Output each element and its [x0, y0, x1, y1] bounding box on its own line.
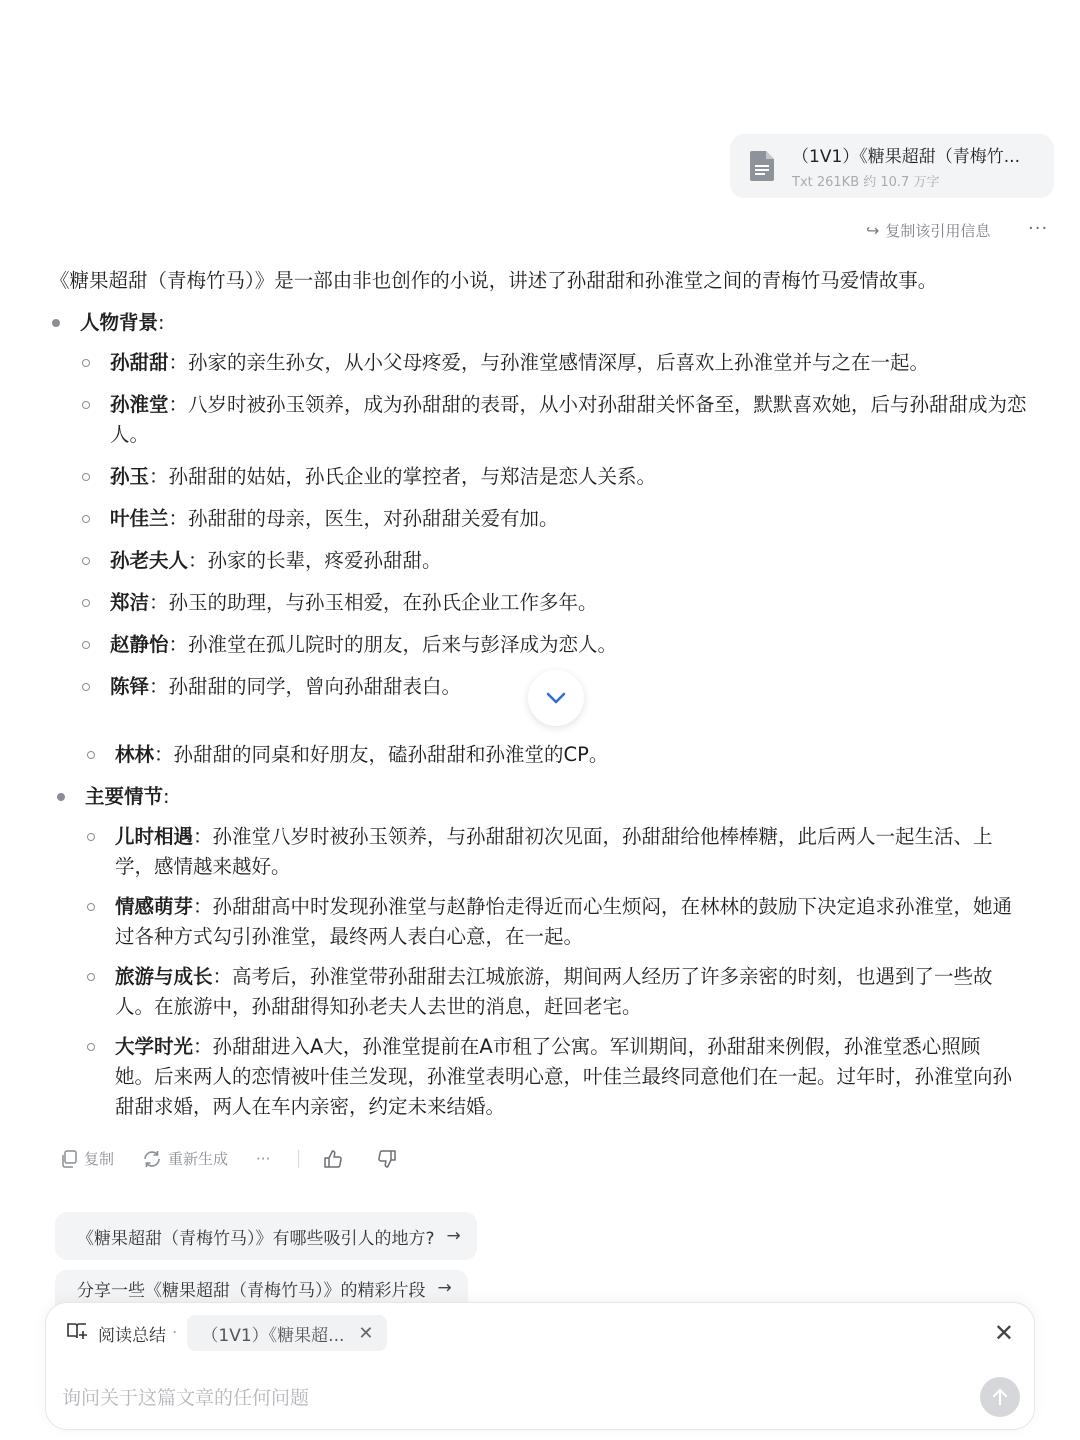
- bullet-ring-icon: [82, 401, 90, 409]
- thumbs-down-button[interactable]: [377, 1149, 403, 1169]
- list-item: [85, 962, 1015, 1022]
- bullet-ring-icon: [82, 683, 90, 691]
- bullet-ring-icon: [87, 903, 95, 911]
- copy-button[interactable]: [60, 1148, 114, 1169]
- reading-summary-icon: [66, 1321, 88, 1346]
- item-desc: ：孙甜甜的同桌和好朋友，磕孙甜甜和孙淮堂的CP。: [154, 743, 609, 766]
- bullet-ring-icon: [82, 599, 90, 607]
- regenerate-label: 重新生成: [168, 1150, 229, 1168]
- forward-arrow-icon: ↪: [866, 221, 880, 240]
- attachment-card[interactable]: [730, 134, 1054, 198]
- regenerate-button[interactable]: [142, 1148, 228, 1169]
- arrow-right-icon: →: [437, 1278, 452, 1298]
- bullet-ring-icon: [82, 473, 90, 481]
- item-desc: ：孙淮堂八岁时被孙玉领养，与孙甜甜初次见面，孙甜甜给他棒棒糖，此后两人一起生活、上学，感情越来越好。: [115, 825, 993, 878]
- item-desc: ：孙家的亲生孙女，从小父母疼爱，与孙淮堂感情深厚，后喜欢上孙淮堂并与之在一起。: [168, 351, 930, 374]
- thumbs-down-icon: [377, 1149, 397, 1169]
- copy-citation-button[interactable]: [866, 220, 990, 241]
- scroll-down-button[interactable]: [528, 670, 584, 726]
- bullet-dot-icon: [52, 319, 60, 327]
- answer-action-bar: [60, 1148, 431, 1169]
- chevron-down-icon: [546, 692, 566, 704]
- item-desc: ：孙甜甜的姑姑，孙氏企业的掌控者，与郑洁是恋人关系。: [149, 465, 657, 488]
- arrow-up-icon: [992, 1388, 1008, 1406]
- item-desc: ：孙甜甜的母亲，医生，对孙甜甜关爱有加。: [168, 507, 559, 530]
- item-name: 林林: [115, 743, 155, 766]
- item-desc: ：高考后，孙淮堂带孙甜甜去江城旅游，期间两人经历了许多亲密的时刻，也遇到了一些故人。在旅游中，孙甜甜得知孙老夫人去世的消息，赶回老宅。: [115, 965, 993, 1018]
- list-item: [80, 462, 1050, 492]
- item-name: 孙老夫人: [110, 549, 189, 572]
- separator-dot: ·: [172, 1323, 178, 1343]
- close-icon[interactable]: ✕: [993, 1319, 1014, 1347]
- list-item: [80, 348, 1050, 378]
- list-item: [80, 588, 1050, 618]
- document-chip-label: （1V1）《糖果超...: [201, 1325, 345, 1346]
- list-item: [85, 892, 1015, 952]
- answer-body: [50, 266, 1050, 714]
- list-item: [85, 740, 1015, 770]
- send-button[interactable]: [980, 1377, 1020, 1417]
- item-desc: ：孙甜甜进入A大，孙淮堂提前在A市租了公寓。军训期间，孙甜甜来例假，孙淮堂悉心照顾她。后来两人的恋情被叶佳兰发现，孙淮堂表明心意，叶佳兰最终同意他们在一起。过年时，孙淮堂向孙甜甜求婚，两人在车内亲密，约定未来结婚。: [115, 1035, 1013, 1118]
- item-desc: ：八岁时被孙玉领养，成为孙甜甜的表哥，从小对孙甜甜关怀备至，默默喜欢她，后与孙甜甜成为恋人。: [110, 393, 1027, 446]
- thumbs-up-button[interactable]: [323, 1149, 349, 1169]
- item-name: 儿时相遇: [115, 825, 194, 848]
- section-heading: 主要情节:: [55, 782, 1015, 812]
- copy-citation-label: 复制该引用信息: [885, 222, 991, 240]
- answer-body-continued: [55, 740, 1015, 1134]
- item-name: 孙淮堂: [110, 393, 169, 416]
- item-desc: ：孙家的长辈，疼爱孙甜甜。: [188, 549, 442, 572]
- suggestion-chip[interactable]: [55, 1270, 468, 1306]
- item-desc: ：孙玉的助理，与孙玉相爱，在孙氏企业工作多年。: [149, 591, 598, 614]
- list-item: [80, 504, 1050, 534]
- item-name: 旅游与成长: [115, 965, 213, 988]
- more-actions-button[interactable]: ···: [256, 1149, 271, 1168]
- divider: [298, 1150, 299, 1168]
- item-name: 陈铎: [110, 675, 150, 698]
- copy-icon: [60, 1150, 78, 1168]
- section-heading: 人物背景:: [50, 308, 1050, 338]
- suggestion-text: 分享一些《糖果超甜（青梅竹马）》的精彩片段: [77, 1280, 426, 1301]
- answer-intro: 《糖果超甜（青梅竹马）》是一部由非也创作的小说，讲述了孙甜甜和孙淮堂之间的青梅竹马爱情故事。: [50, 269, 938, 292]
- item-name: 大学时光: [115, 1035, 194, 1058]
- item-name: 孙甜甜: [110, 351, 169, 374]
- item-desc: ：孙甜甜的同学，曾向孙甜甜表白。: [149, 675, 462, 698]
- item-name: 叶佳兰: [110, 507, 169, 530]
- mode-label[interactable]: 阅读总结: [98, 1325, 166, 1346]
- bullet-ring-icon: [87, 1043, 95, 1051]
- bullet-ring-icon: [87, 833, 95, 841]
- question-input[interactable]: 询问关于这篇文章的任何问题: [62, 1387, 310, 1409]
- list-item: [80, 546, 1050, 576]
- item-name: 赵静怡: [110, 633, 169, 656]
- composer-context-bar: [66, 1315, 1014, 1351]
- more-options-button[interactable]: ···: [1028, 218, 1049, 239]
- bullet-ring-icon: [87, 751, 95, 759]
- thumbs-up-icon: [323, 1149, 343, 1169]
- refresh-icon: [142, 1150, 162, 1168]
- bullet-ring-icon: [87, 973, 95, 981]
- list-item: [80, 630, 1050, 660]
- list-item: [80, 390, 1050, 450]
- item-desc: ：孙淮堂在孤儿院时的朋友，后来与彭泽成为恋人。: [168, 633, 618, 656]
- item-desc: ：孙甜甜高中时发现孙淮堂与赵静怡走得近而心生烦闷，在林林的鼓励下决定追求孙淮堂，她通过各种方式勾引孙淮堂，最终两人表白心意，在一起。: [115, 895, 1013, 948]
- attachment-meta: Txt 261KB 约 10.7 万字: [792, 175, 940, 190]
- section-title: 主要情节: [85, 785, 164, 808]
- bullet-dot-icon: [57, 793, 65, 801]
- bullet-ring-icon: [82, 557, 90, 565]
- item-name: 郑洁: [110, 591, 150, 614]
- remove-chip-icon[interactable]: ✕: [358, 1322, 374, 1344]
- bullet-ring-icon: [82, 641, 90, 649]
- item-name: 孙玉: [110, 465, 150, 488]
- document-icon: [750, 151, 774, 181]
- item-name: 情感萌芽: [115, 895, 194, 918]
- section-title: 人物背景: [80, 311, 159, 334]
- bullet-ring-icon: [82, 359, 90, 367]
- suggestion-text: 《糖果超甜（青梅竹马）》有哪些吸引人的地方?: [77, 1228, 435, 1249]
- arrow-right-icon: →: [446, 1226, 461, 1246]
- chat-composer: [45, 1302, 1035, 1430]
- attachment-name: （1V1）《糖果超甜（青梅竹...: [792, 147, 1020, 167]
- bullet-ring-icon: [82, 515, 90, 523]
- document-chip[interactable]: [187, 1315, 387, 1351]
- suggestion-chip[interactable]: [55, 1212, 477, 1260]
- copy-label: 复制: [84, 1150, 115, 1168]
- list-item: [85, 1032, 1015, 1122]
- list-item: [85, 822, 1015, 882]
